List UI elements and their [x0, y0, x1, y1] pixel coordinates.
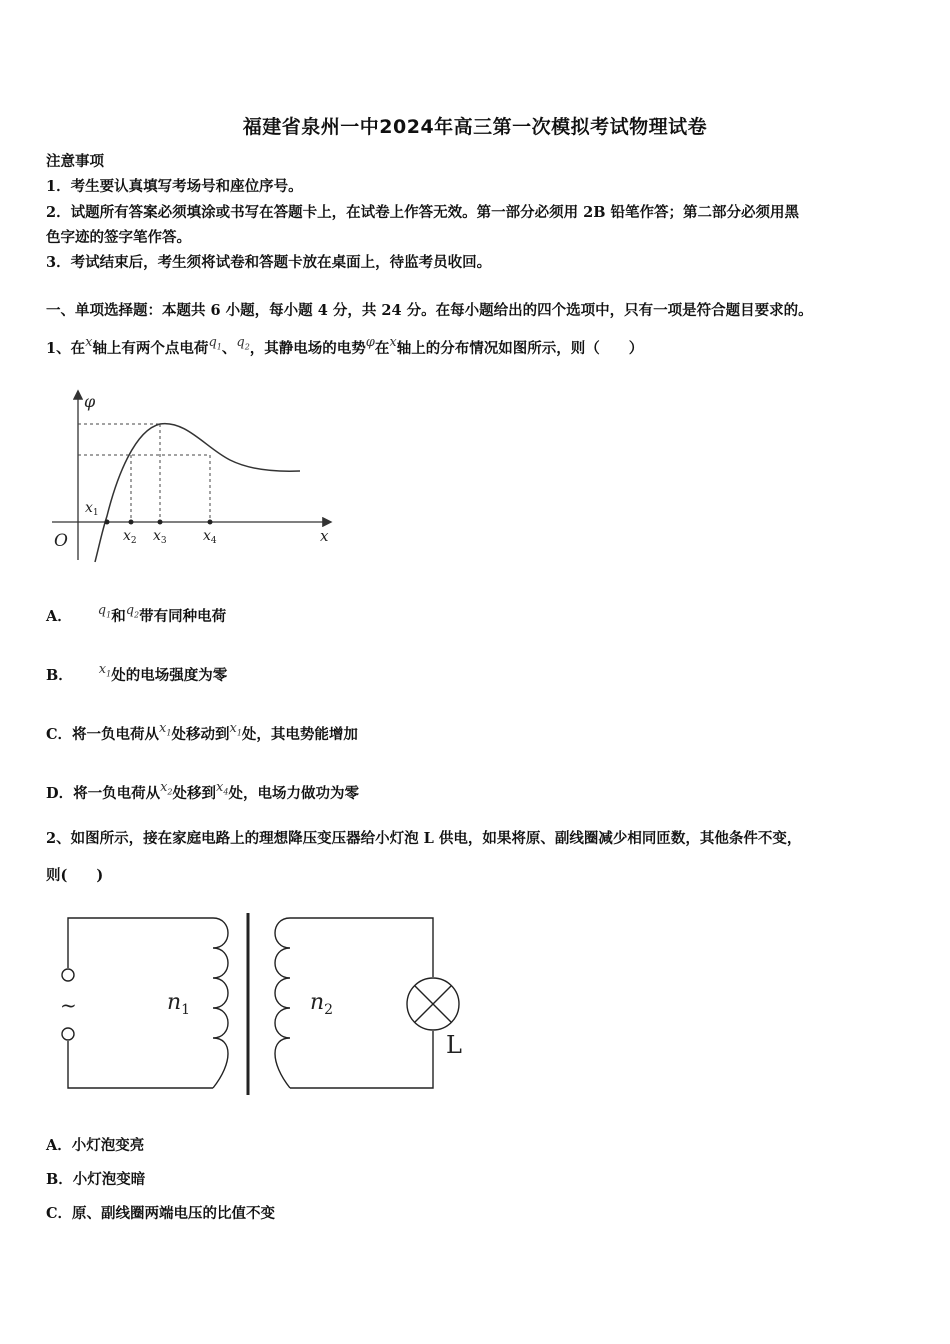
section-1-heading: 一、单项选择题：本题共 6 小题，每小题 4 分，共 24 分。在每小题给出的四个选项中，只有一项是符合题目要求的。: [46, 302, 813, 319]
notice-heading: 注意事项: [46, 153, 104, 170]
q2-symbol: $q_2$: [125, 603, 140, 620]
n2-label: $n_2$: [310, 990, 334, 1018]
x1-symbol: $x_1$: [98, 662, 112, 679]
page-title: 福建省泉州一中2024年高三第一次模拟考试物理试卷: [242, 116, 708, 138]
option-letter: C．: [46, 1205, 73, 1222]
x3-label: $x_3$: [153, 528, 167, 546]
primary-coil: [213, 918, 228, 1088]
secondary-top-wire: [290, 918, 433, 977]
phi-axis-label: φ: [84, 392, 96, 411]
option-letter: D．: [46, 785, 74, 802]
x1-label: $x_1$: [85, 500, 99, 518]
option-b-text: 小灯泡变暗: [72, 1171, 146, 1188]
q1-text-5: 轴上的分布情况如图所示，则（ ）: [396, 340, 644, 357]
q1-option-c[interactable]: [46, 723, 358, 745]
option-c-text-1: 将一负电荷从: [72, 726, 160, 743]
ac-source-symbol: ~: [60, 993, 77, 1017]
q2-option-a[interactable]: [46, 1134, 144, 1155]
x1-symbol: $x_1$: [229, 721, 242, 738]
x2-symbol: $x_2$: [160, 780, 173, 797]
q1-text-4: 在: [374, 340, 390, 357]
notice-item-3: 3．考试结束后，考生须将试卷和答题卡放在桌面上，待监考员收回。: [46, 254, 492, 271]
q2-symbol: $q_2$: [236, 335, 250, 352]
q1-option-a[interactable]: [46, 605, 226, 627]
q1-option-b[interactable]: [46, 664, 227, 686]
option-c-text-3: 处，其电势能增加: [241, 726, 358, 743]
q1-option-d[interactable]: [46, 782, 359, 804]
phi-symbol: φ: [365, 335, 375, 350]
option-letter: A．: [46, 1137, 72, 1154]
x1-symbol: $x_1$: [159, 721, 172, 738]
option-c-text: 原、副线圈两端电压的比值不变: [72, 1205, 276, 1222]
x4-label: $x_4$: [203, 528, 217, 546]
option-d-text-3: 处，电场力做功为零: [228, 785, 359, 802]
x4-point: [208, 520, 213, 525]
option-a-text: 小灯泡变亮: [71, 1137, 145, 1154]
x1-point: [105, 520, 110, 525]
x2-point: [129, 520, 134, 525]
option-b-text: 处的电场强度为零: [111, 667, 228, 684]
primary-bottom-wire: [68, 1041, 213, 1088]
notice-item-1: 1．考生要认真填写考场号和座位序号。: [46, 178, 303, 195]
primary-top-wire: [68, 918, 213, 968]
option-letter: A．: [46, 608, 72, 625]
option-letter: B．: [46, 667, 73, 684]
question-1-stem: [46, 335, 644, 365]
option-letter: B．: [46, 1171, 73, 1188]
input-terminal-bottom: [62, 1028, 74, 1040]
notice-item-2-line-1: 2．试题所有答案必须填涂或书写在答题卡上，在试卷上作答无效。第一部分必须用 2B 铅笔作答；第二部分必须用黑: [46, 204, 800, 221]
option-d-text-1: 将一负电荷从: [73, 785, 161, 802]
option-a-connector: 和: [111, 608, 126, 625]
potential-graph: [40, 380, 340, 570]
x-symbol: x: [389, 335, 397, 350]
q1-separator: 、: [221, 340, 237, 357]
x4-symbol: $x_4$: [216, 780, 229, 797]
option-letter: C．: [46, 726, 73, 743]
secondary-bottom-wire: [290, 1031, 433, 1088]
origin-label: O: [54, 531, 68, 551]
x2-label: $x_2$: [123, 528, 137, 546]
q1-text-2: 轴上有两个点电荷: [92, 340, 209, 357]
input-terminal-top: [62, 969, 74, 981]
q1-text-3: ，其静电场的电势: [249, 340, 366, 357]
q2-option-b[interactable]: [46, 1168, 145, 1189]
x3-point: [158, 520, 163, 525]
x-axis-label: x: [320, 527, 329, 545]
option-a-text: 带有同种电荷: [139, 608, 227, 625]
option-c-text-2: 处移动到: [171, 726, 230, 743]
q1-symbol: $q_1$: [208, 335, 222, 352]
lamp-label: L: [446, 1031, 462, 1059]
option-d-text-2: 处移到: [172, 785, 217, 802]
notice-item-2-line-2: 色字迹的签字笔作答。: [46, 229, 191, 246]
q1-symbol: $q_1$: [97, 603, 112, 620]
x-symbol: x: [85, 335, 93, 350]
q2-option-c[interactable]: [46, 1202, 275, 1223]
q1-text-1: 1、在: [46, 340, 86, 357]
question-2-stem-line-2: 则( ): [46, 867, 104, 884]
question-2-stem-line-1: 2、如图所示，接在家庭电路上的理想降压变压器给小灯泡 L 供电，如果将原、副线圈减少相同匝数，其他条件不变，: [46, 830, 802, 847]
secondary-coil: [275, 918, 290, 1088]
n1-label: $n_1$: [167, 990, 191, 1018]
transformer-circuit: [50, 905, 480, 1105]
